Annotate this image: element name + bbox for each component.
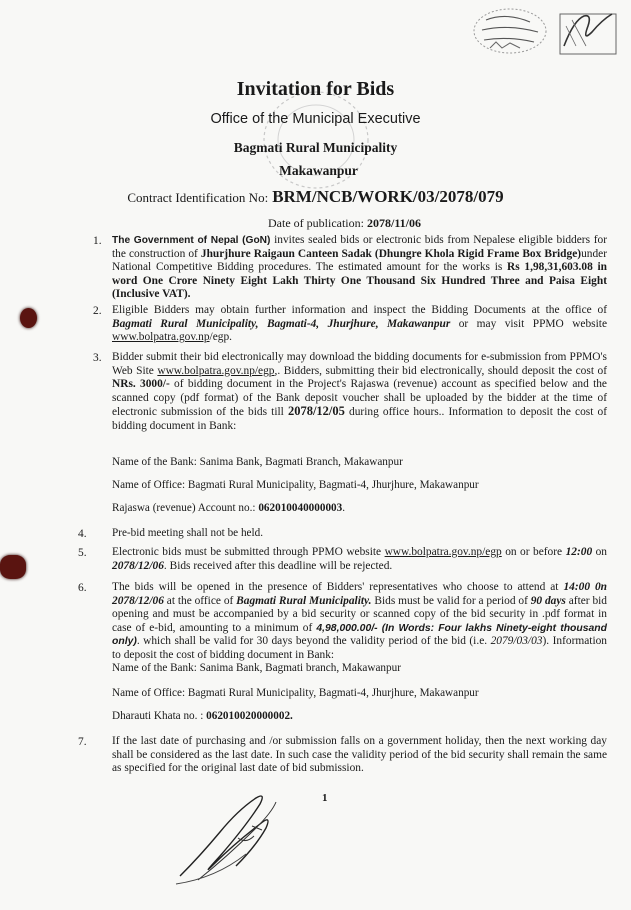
handwritten-signature: [168, 780, 298, 890]
contract-number: BRM/NCB/WORK/03/2078/079: [272, 187, 504, 206]
item-number-5: 5.: [78, 547, 87, 559]
punch-hole-top: [20, 308, 37, 328]
item-4-text: Pre-bid meeting shall not be held.: [112, 527, 263, 539]
publication-label: Date of publication:: [268, 216, 364, 230]
item-number-7: 7.: [78, 736, 87, 748]
rajaswa-account: Rajaswa (revenue) Account no.: 062010040000003.: [112, 502, 346, 514]
item-5-text: Electronic bids must be submitted through PPMO website www.bolpatra.gov.np/egp on or before 12:00 on 2078/12/06. Bids received after this deadline will be rejected.: [112, 546, 607, 572]
item-number-6: 6.: [78, 582, 87, 594]
punch-hole-bottom: [0, 555, 26, 579]
contract-label: Contract Identification No:: [127, 190, 269, 205]
item-3-text: Bidder submit their bid electronically may download the bidding documents for e-submission from PPMO's Web Site www.bolpatra.gov.np/egp,. Bidders, submitting their bid electronically, should deposit the cost of NRs. 3000/- of bidding document in the Project's Rajaswa (revenue) account as specified below and the scanned copy (pdf format) of the Bank deposit voucher shall be uploaded by the bidder at the time of electronic submission of the bids till 2078/12/05 during office hours.. Information to deposit the cost of bidding document in Bank:: [112, 351, 608, 432]
ppmo-link-2[interactable]: www.bolpatra.gov.np/egp: [157, 364, 275, 377]
office-name-2: Name of Office: Bagmati Rural Municipality, Bagmati-4, Jhurjhure, Makawanpur: [112, 687, 479, 699]
bank-name-1: Name of the Bank: Sanima Bank, Bagmati Branch, Makawanpur: [112, 456, 403, 468]
item-number-4: 4.: [78, 528, 87, 540]
item-number-1: 1.: [93, 235, 102, 247]
dharauti-account: Dharauti Khata no. : 062010020000002.: [112, 710, 293, 722]
ppmo-link-1[interactable]: www.bolpatra.gov.np: [112, 331, 210, 344]
publication-value: 2078/11/06: [366, 216, 421, 230]
office-name-1: Name of Office: Bagmati Rural Municipality, Bagmati-4, Jhurjhure, Makawanpur: [112, 479, 479, 491]
item-7-text: If the last date of purchasing and /or submission falls on a government holiday, then the next working day shall be considered as the last date. In such case the validity period of the bid security shall remain the same as specified for the original last date of bid submission.: [112, 735, 607, 775]
item-number-2: 2.: [93, 305, 102, 317]
bank-name-2: Name of the Bank: Sanima Bank, Bagmati branch, Makawanpur: [112, 662, 401, 674]
municipality-name: Bagmati Rural Municipality: [233, 140, 398, 155]
page-number: 1: [322, 792, 328, 804]
item-number-3: 3.: [93, 352, 102, 364]
item-2-text: Eligible Bidders may obtain further information and inspect the Bidding Documents at the office of Bagmati Rural Municipality, Bagmati-4, Jhurjhure, Makawanpur or may visit PPMO website www.bolpatra.gov.np/egp.: [112, 304, 607, 344]
official-seal-stamp: [468, 6, 618, 58]
document-title: Invitation for Bids: [236, 78, 395, 100]
ppmo-link-3[interactable]: www.bolpatra.gov.np/egp: [384, 546, 502, 558]
district-name: Makawanpur: [279, 163, 358, 178]
office-name: Office of the Municipal Executive: [210, 111, 421, 127]
contract-identification: [0, 187, 631, 207]
item-6-text: The bids will be opened in the presence of Bidders' representatives who choose to attend at 14:00 0n 2078/12/06 at the office of Bagmati Rural Municipality. Bids must be valid for a period of 90 days after bid opening and must be accompanied by a bid security or scanned copy of the bid security in .pdf format in case of e-bid, amounting to a minimum of 4,98,000.00/- (In Words: Four lakhs Ninety-eight thousand only). which shall be valid for 30 days beyond the validity period of the bid (i.e. 2079/03/03). Information to deposit the cost of bidding document in Bank:: [112, 581, 608, 661]
item-1-text: The Government of Nepal (GoN) invites sealed bids or electronic bids from Nepalese eligible bidders for the construction of Jhurjhure Raigaun Canteen Sadak (Dhungre Khola Rigid Frame Box Bridge)under National Competitive Bidding procedures. The estimated amount for the works is Rs 1,98,31,603.08 in word One Crore Ninety Eight Lakh Thirty One Thousand Six Hundred Three and Paisa Eight (Inclusive VAT).: [112, 234, 607, 301]
publication-date: [268, 216, 421, 231]
